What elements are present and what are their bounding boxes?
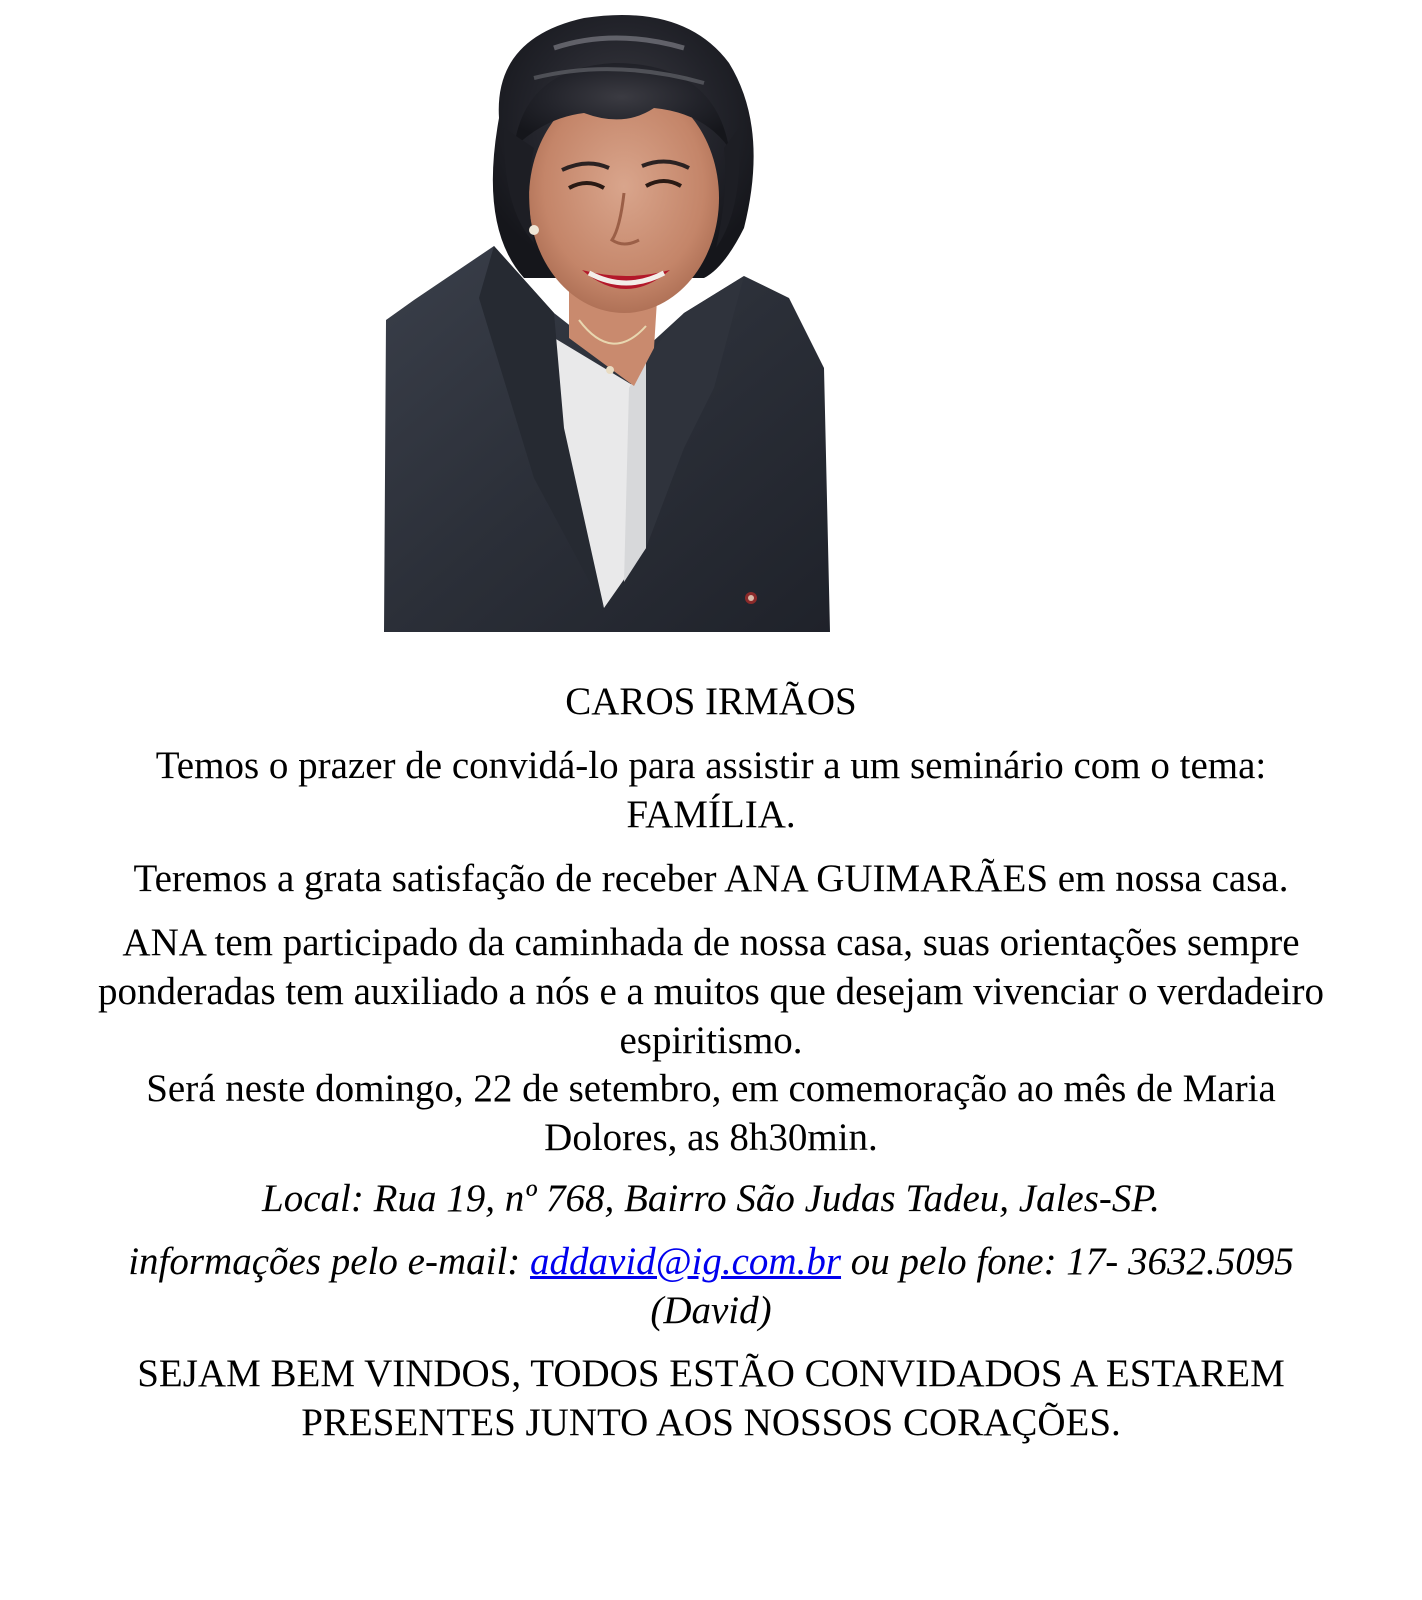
guest-paragraph [30,854,1392,903]
welcome-line-2: PRESENTES JUNTO AOS NOSSOS CORAÇÕES. [301,1401,1121,1444]
invitation-line: Temos o prazer de convidá-lo para assistir a um seminário com o tema: [155,744,1267,787]
invitation-paragraph [30,741,1392,839]
contact-line-2: (David) [650,1289,772,1332]
location-paragraph [30,1174,1392,1223]
about-paragraph [30,918,1392,1065]
welcome-line-1: SEJAM BEM VINDOS, TODOS ESTÃO CONVIDADOS A ESTAREM [137,1352,1285,1395]
about-line-1: ANA tem participado da caminhada de nossa casa, suas orientações sempre [122,921,1300,964]
location-line: Local: Rua 19, nº 768, Bairro São Judas Tadeu, Jales-SP. [262,1177,1160,1220]
contact-line-1 [30,1237,1392,1286]
guest-line: Teremos a grata satisfação de receber ANA GUIMARÃES em nossa casa. [133,857,1289,900]
about-line-2: ponderadas tem auxiliado a nós e a muitos que desejam vivenciar o verdadeiro [98,970,1324,1013]
contact-paragraph [30,1237,1392,1335]
page-title [30,677,1392,726]
heading-text: CAROS IRMÃOS [565,680,857,723]
contact-prefix: informações pelo e-mail: [128,1240,531,1283]
email-link[interactable]: addavid@ig.com.br [530,1240,842,1283]
date-line-1: Será neste domingo, 22 de setembro, em comemoração ao mês de Maria [146,1067,1276,1110]
welcome-paragraph [30,1349,1392,1447]
date-paragraph [30,1064,1392,1162]
date-line-2: Dolores, as 8h30min. [544,1116,878,1159]
portrait-photo [384,8,834,632]
contact-phone: ou pelo fone: 17- 3632.5095 [841,1240,1294,1283]
theme-line: FAMÍLIA. [626,793,796,836]
about-line-3: espiritismo. [619,1019,803,1062]
